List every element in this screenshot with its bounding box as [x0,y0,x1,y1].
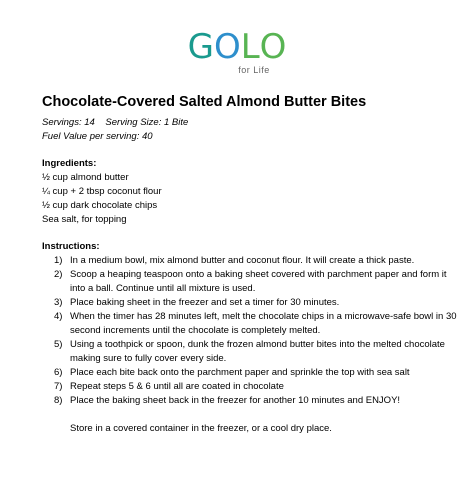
logo-tagline: for Life [238,65,270,75]
step-number: 7) [54,381,63,392]
step-text: Scoop a heaping teaspoon onto a baking sheet covered with parchment paper and form it into a ball. Continue until all mixture is used. [70,269,447,294]
golo-logo [0,27,474,75]
step-text: Place baking sheet in the freezer and set a timer for 30 minutes. [70,297,340,308]
step-text: Repeat steps 5 & 6 until all are coated in chocolate [70,381,284,392]
step-text: Place each bite back onto the parchment paper and sprinkle the top with sea salt [70,367,410,378]
step-number: 4) [54,311,63,322]
ingredient-item: Sea salt, for topping [42,214,127,225]
storage-note: Store in a covered container in the freezer, or a cool dry place. [70,423,332,434]
step-text: Using a toothpick or spoon, dunk the frozen almond butter bites into the melted chocolate making sure to fully cover every side. [70,339,445,364]
instructions-heading: Instructions: [42,241,100,252]
logo-letter: O [213,27,241,67]
recipe-document [42,94,462,436]
ingredient-item: ¼ cup + 2 tbsp coconut flour [42,186,162,197]
recipe-title: Chocolate-Covered Salted Almond Butter Bites [42,94,367,110]
ingredient-item: ½ cup almond butter [42,172,129,183]
logo-letter: G [187,27,214,67]
ingredient-item: ½ cup dark chocolate chips [42,200,158,211]
ingredients-list [42,171,462,227]
instruction-step [42,394,460,408]
step-number: 1) [54,255,63,266]
servings-line: Servings: 14 Serving Size: 1 Bite [42,117,189,128]
instruction-step [42,268,460,296]
step-number: 3) [54,297,63,308]
logo-wordmark [187,27,287,67]
step-text: In a medium bowl, mix almond butter and coconut flour. It will create a thick paste. [70,255,415,266]
step-text: When the timer has 28 minutes left, melt the chocolate chips in a microwave-safe bowl in 30 second increments until the chocolate is completely melted. [70,311,457,336]
instruction-step [42,296,460,310]
instruction-step [42,380,460,394]
step-text: Place the baking sheet back in the freezer for another 10 minutes and ENJOY! [70,395,401,406]
instruction-step [42,338,460,366]
instruction-step [42,254,460,268]
step-number: 5) [54,339,63,350]
ingredients-heading: Ingredients: [42,158,97,169]
fuel-value-line: Fuel Value per serving: 40 [42,131,153,142]
logo-letter: O [259,27,287,67]
instructions-list [42,254,462,408]
step-number: 2) [54,269,63,280]
instruction-step [42,366,460,380]
step-number: 6) [54,367,63,378]
instruction-step [42,310,460,338]
step-number: 8) [54,395,63,406]
logo-letter: L [240,27,260,67]
